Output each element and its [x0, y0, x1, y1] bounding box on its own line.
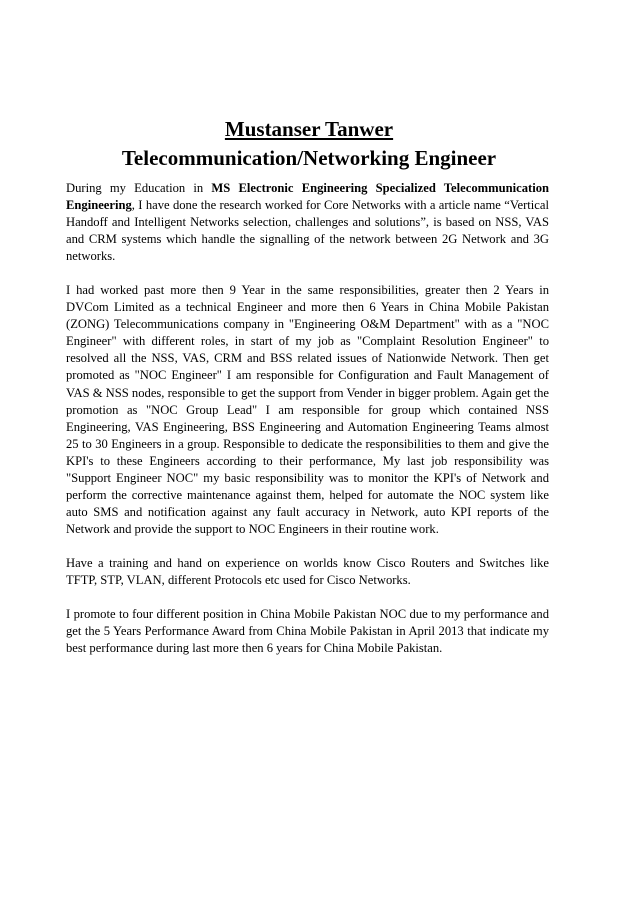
- achievement-paragraph: I promote to four different position in China Mobile Pakistan NOC due to my performance and get the 5 Years Performance Award from China Mobile Pakistan in April 2013 that indicate my best performance during last more then 6 years for China Mobile Pakistan.: [66, 607, 549, 656]
- person-name: Mustanser Tanwer: [224, 117, 394, 141]
- education-text-start: During my Education in: [66, 181, 212, 195]
- education-paragraph: [66, 180, 549, 265]
- training-paragraph: Have a training and hand on experience on worlds know Cisco Routers and Switches like TFTP, STP, VLAN, different Protocols etc used for Cisco Networks.: [66, 555, 549, 587]
- degree-name: MS Electronic Engineering Specialized Telecommunication Engineering: [66, 181, 549, 213]
- document-body: [66, 180, 549, 674]
- job-title: Telecommunication/Networking Engineer: [121, 146, 497, 170]
- education-text-end: , I have done the research worked for Core Networks with a article name “Vertical Handoff and Intelligent Networks selection, challenges and solutions”, is based on NSS, VAS and CRM systems which handle the signalling of the network between 2G Network and 3G networks.: [66, 198, 549, 264]
- experience-paragraph: I had worked past more then 9 Year in the same responsibilities, greater then 2 Years in DVCom Limited as a technical Engineer and more then 6 Years in China Mobile Pakistan (ZONG) Telecommunications company in "Engineering O&M Department" with as a "NOC Engineer" with different roles, in start of my job as "Complaint Resolution Engineer" to resolved all the NSS, VAS, CRM and BSS related issues of Nationwide Network. Then get promoted as "NOC Engineer" I am responsible for Configuration and Fault Management of VAS & NSS nodes, responsible to get the support from Vender in bigger problem. Again get the promotion as "NOC Group Lead" I am responsible for group which contained NSS Engineering, VAS Engineering, BSS Engineering and Automation Engineering Teams almost 25 to 30 Engineers in a group. Responsible to dedicate the responsibilities to them and give the KPI's to these Engineers according to their performance, My last job responsibility was "Support Engineer NOC" my basic responsibility was to monitor the KPI's of Network and perform the corrective maintenance against them, helped for automate the NOC system like auto SMS and notification against any fault accuracy in Network, auto KPI reports of the Network and provide the support to NOC Engineers in their routine work.: [66, 283, 549, 536]
- document-header: [66, 116, 552, 171]
